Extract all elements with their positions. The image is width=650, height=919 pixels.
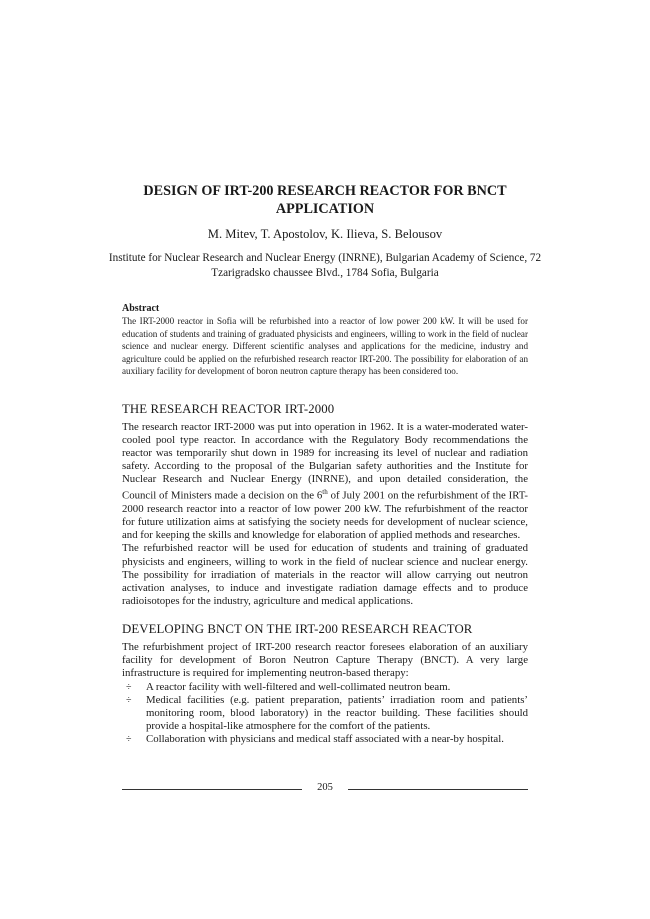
section1-paragraph-1 [122,421,528,608]
list-item [122,694,528,733]
authors: M. Mitev, T. Apostolov, K. Ilieva, S. Belousov [207,227,443,241]
section2-paragraph-1: The refurbishment project of IRT-200 research reactor foresees elaboration of an auxiliary facility for development of Boron Neutron Capture Therapy (BNCT). A very large infrastructure is required for implementing neutron-based therapy: [122,641,528,680]
bullet-mark-icon: ÷ [126,734,132,746]
page-footer [122,782,528,798]
list-item-text: A reactor facility with well-filtered and well-collimated neutron beam. [146,681,451,693]
abstract-heading: Abstract [122,303,160,314]
list-item [122,733,528,746]
page-number: 205 [317,782,333,793]
list-item [122,681,528,694]
section1-para1-part-b: of July 2001 on the refurbishment of the IRT-2000 research reactor into a reactor of low power 200 kW. The refurbishment of the reactor for future utilization aims at satisfying the society needs for development of nuclear science, and for keeping the skills and knowledge for elaboration of applied methods and researches. [122,490,529,542]
footer-rule-right [348,789,528,790]
abstract [122,303,528,378]
title-line-2: APPLICATION [275,201,375,217]
bullet-mark-icon: ÷ [126,682,132,693]
section-heading-bnct: DEVELOPING BNCT ON THE IRT-200 RESEARCH REACTOR [122,622,473,636]
title-line-1: DESIGN OF IRT-200 RESEARCH REACTOR FOR BNCT [143,183,507,199]
affiliation: Institute for Nuclear Research and Nuclear Energy (INRNE), Bulgarian Academy of Science, 72 Tzarigradsko chaussee Blvd., 1784 Sofia, Bulgaria [108,252,542,279]
infrastructure-list [122,681,528,746]
list-item-text: Collaboration with physicians and medical staff associated with a near-by hospital. [146,733,504,746]
section1-para1-superscript: th [322,488,328,497]
list-item-text: Medical facilities (e.g. patient preparation, patients’ irradiation room and patients’ monitoring room, blood laboratory) in the reactor building. These facilities should provide a hospital-like atmosphere for the comfort of the patients. [146,694,528,733]
section1-para1-part-a: The research reactor IRT-2000 was put into operation in 1962. It is a water-moderated water-cooled pool type reactor. In accordance with the Regulatory Body recommendations the reactor was temporarily shut down in 1989 for increasing its level of nuclear and radiation safety. According to the proposal of the Bulgarian safety authorities and the Institute for Nuclear Research and Nuclear Energy (INRNE), and upon detailed consideration, the Council of Ministers made a decision on the 6 [122,421,528,503]
section-heading-reactor: THE RESEARCH REACTOR IRT-2000 [122,402,335,416]
paper-title [0,182,650,218]
section1-paragraph-2: The refurbished reactor will be used for education of students and training of graduated physicists and engineers, willing to work in the field of nuclear science and nuclear energy. The possibility for irradiation of materials in the reactor will allow carrying out neutron activation analyses, to induce and investigate radiation damage effects and to produce radioisotopes for the industry, agriculture and medical applications. [122,542,528,607]
bullet-mark-icon: ÷ [126,695,132,707]
abstract-text: The IRT-2000 reactor in Sofia will be refurbished into a reactor of low power 200 kW. It will be used for education of students and training of graduated physicists and engineers, willing to work in the field of nuclear science and nuclear energy. Different scientific analyses and applications for the medicine, industry and agriculture could be applied on the refurbished research reactor IRT-200. The possibility for elaboration of an auxiliary facility for development of boron neutron capture therapy has been considered too. [122,316,528,377]
